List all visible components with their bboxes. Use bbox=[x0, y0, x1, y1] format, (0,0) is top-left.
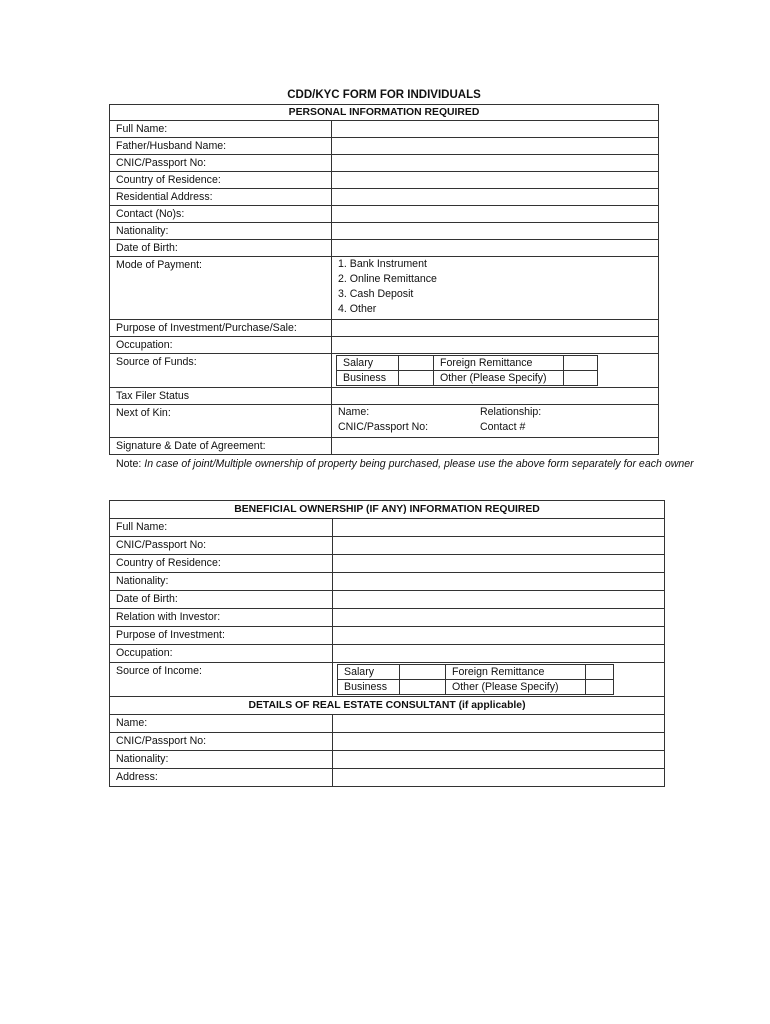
address-label: Residential Address: bbox=[110, 189, 332, 206]
payment-option: 4. Other bbox=[338, 303, 377, 315]
business-checkbox[interactable] bbox=[399, 371, 434, 386]
occupation-label: Occupation: bbox=[110, 337, 332, 354]
occupation-field[interactable] bbox=[332, 337, 659, 354]
consultant-cnic-label: CNIC/Passport No: bbox=[110, 733, 333, 751]
dob-field[interactable] bbox=[332, 240, 659, 257]
purpose-label: Purpose of Investment/Purchase/Sale: bbox=[110, 320, 332, 337]
cnic-label: CNIC/Passport No: bbox=[110, 155, 332, 172]
bo-foreign-remittance-label: Foreign Remittance bbox=[446, 665, 586, 680]
note-label: Note: bbox=[116, 458, 145, 470]
consultant-header: DETAILS OF REAL ESTATE CONSULTANT (if applicable) bbox=[110, 697, 665, 715]
next-of-kin-field[interactable] bbox=[332, 405, 659, 438]
payment-options[interactable] bbox=[332, 257, 659, 320]
purpose-field[interactable] bbox=[332, 320, 659, 337]
note-text: In case of joint/Multiple ownership of property being purchased, please use the above form separately for each owner bbox=[144, 458, 694, 470]
full-name-field[interactable] bbox=[332, 121, 659, 138]
kin-relationship-label: Relationship: bbox=[480, 406, 542, 418]
signature-field[interactable] bbox=[332, 438, 659, 455]
bo-source-income-options bbox=[333, 663, 665, 697]
tax-filer-field[interactable] bbox=[332, 388, 659, 405]
other-specify-label: Other (Please Specify) bbox=[434, 371, 564, 386]
source-funds-grid bbox=[336, 355, 598, 386]
mode-payment-label: Mode of Payment: bbox=[110, 257, 332, 320]
consultant-address-label: Address: bbox=[110, 769, 333, 787]
form-title: CDD/KYC FORM FOR INDIVIDUALS bbox=[287, 89, 481, 101]
source-funds-label: Source of Funds: bbox=[110, 354, 332, 388]
father-husband-field[interactable] bbox=[332, 138, 659, 155]
salary-label: Salary bbox=[337, 356, 399, 371]
bo-country-field[interactable] bbox=[333, 555, 665, 573]
bo-business-checkbox[interactable] bbox=[400, 680, 446, 695]
signature-label: Signature & Date of Agreement: bbox=[110, 438, 332, 455]
contact-field[interactable] bbox=[332, 206, 659, 223]
bo-purpose-label: Purpose of Investment: bbox=[110, 627, 333, 645]
bo-full-name-field[interactable] bbox=[333, 519, 665, 537]
personal-information-table bbox=[109, 104, 659, 455]
source-funds-options bbox=[332, 354, 659, 388]
salary-checkbox[interactable] bbox=[399, 356, 434, 371]
bo-other-specify-label: Other (Please Specify) bbox=[446, 680, 586, 695]
kin-contact-label: Contact # bbox=[480, 421, 526, 433]
bo-salary-label: Salary bbox=[338, 665, 400, 680]
bo-cnic-field[interactable] bbox=[333, 537, 665, 555]
foreign-remittance-label: Foreign Remittance bbox=[434, 356, 564, 371]
bo-relation-field[interactable] bbox=[333, 609, 665, 627]
father-husband-label: Father/Husband Name: bbox=[110, 138, 332, 155]
ownership-note bbox=[116, 457, 706, 472]
bo-nationality-field[interactable] bbox=[333, 573, 665, 591]
address-field[interactable] bbox=[332, 189, 659, 206]
country-label: Country of Residence: bbox=[110, 172, 332, 189]
contact-label: Contact (No)s: bbox=[110, 206, 332, 223]
bo-business-label: Business bbox=[338, 680, 400, 695]
payment-option: 3. Cash Deposit bbox=[338, 288, 414, 300]
foreign-remittance-checkbox[interactable] bbox=[564, 356, 598, 371]
payment-option: 1. Bank Instrument bbox=[338, 258, 427, 270]
bo-other-specify-checkbox[interactable] bbox=[586, 680, 614, 695]
personal-info-header: PERSONAL INFORMATION REQUIRED bbox=[110, 105, 659, 121]
nationality-label: Nationality: bbox=[110, 223, 332, 240]
bo-relation-label: Relation with Investor: bbox=[110, 609, 333, 627]
kin-cnic-label: CNIC/Passport No: bbox=[338, 421, 429, 433]
beneficial-ownership-table bbox=[109, 500, 665, 787]
business-label: Business bbox=[337, 371, 399, 386]
tax-filer-label: Tax Filer Status bbox=[110, 388, 332, 405]
bo-source-income-label: Source of Income: bbox=[110, 663, 333, 697]
bo-salary-checkbox[interactable] bbox=[400, 665, 446, 680]
beneficial-header: BENEFICIAL OWNERSHIP (IF ANY) INFORMATION REQUIRED bbox=[110, 501, 665, 519]
bo-purpose-field[interactable] bbox=[333, 627, 665, 645]
full-name-label: Full Name: bbox=[110, 121, 332, 138]
consultant-name-label: Name: bbox=[110, 715, 333, 733]
consultant-address-field[interactable] bbox=[333, 769, 665, 787]
cnic-field[interactable] bbox=[332, 155, 659, 172]
consultant-nationality-field[interactable] bbox=[333, 751, 665, 769]
bo-cnic-label: CNIC/Passport No: bbox=[110, 537, 333, 555]
bo-dob-field[interactable] bbox=[333, 591, 665, 609]
consultant-name-field[interactable] bbox=[333, 715, 665, 733]
bo-source-income-grid bbox=[337, 664, 614, 695]
bo-full-name-label: Full Name: bbox=[110, 519, 333, 537]
kin-name-label: Name: bbox=[338, 406, 370, 418]
nationality-field[interactable] bbox=[332, 223, 659, 240]
dob-label: Date of Birth: bbox=[110, 240, 332, 257]
bo-country-label: Country of Residence: bbox=[110, 555, 333, 573]
payment-option: 2. Online Remittance bbox=[338, 273, 437, 285]
bo-occupation-label: Occupation: bbox=[110, 645, 333, 663]
country-field[interactable] bbox=[332, 172, 659, 189]
other-specify-checkbox[interactable] bbox=[564, 371, 598, 386]
next-of-kin-label: Next of Kin: bbox=[110, 405, 332, 438]
consultant-cnic-field[interactable] bbox=[333, 733, 665, 751]
bo-foreign-remittance-checkbox[interactable] bbox=[586, 665, 614, 680]
bo-dob-label: Date of Birth: bbox=[110, 591, 333, 609]
consultant-nationality-label: Nationality: bbox=[110, 751, 333, 769]
bo-nationality-label: Nationality: bbox=[110, 573, 333, 591]
bo-occupation-field[interactable] bbox=[333, 645, 665, 663]
